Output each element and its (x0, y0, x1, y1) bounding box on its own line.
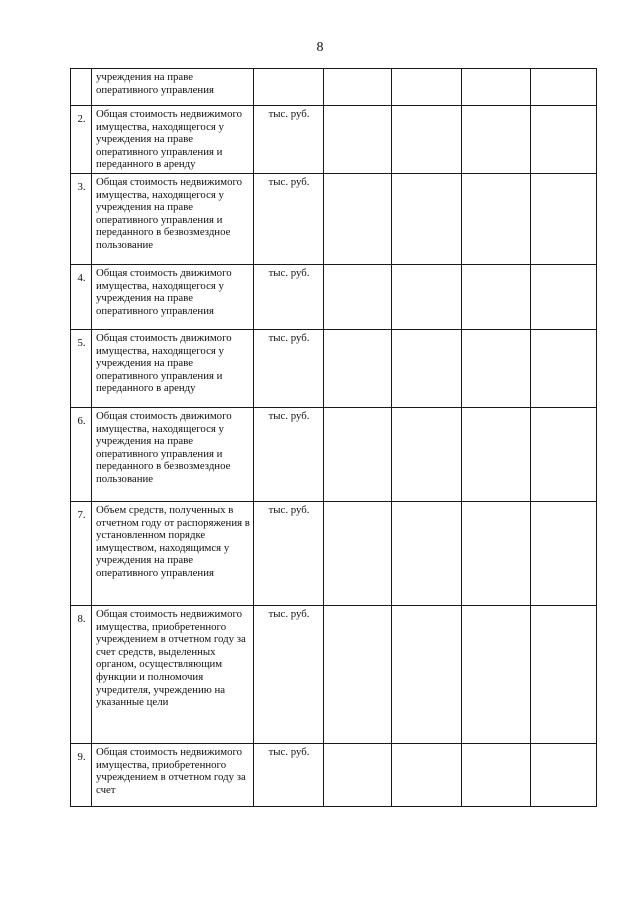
table-row (71, 69, 597, 106)
row-number: 2. (71, 106, 92, 174)
value-cell (531, 174, 597, 265)
table-row (71, 408, 597, 502)
table-row (71, 265, 597, 330)
row-number: 7. (71, 502, 92, 606)
value-cell (392, 106, 462, 174)
value-cell (324, 106, 392, 174)
table-row (71, 330, 597, 408)
row-number: 4. (71, 265, 92, 330)
indicator-name: Общая стоимость недвижимого имущества, находящегося у учреждения на праве оперативного управления и переданного в безвозмездное пользование (92, 174, 254, 265)
page-number: 8 (316, 40, 324, 55)
value-cell (462, 502, 531, 606)
report-table (70, 68, 597, 807)
value-cell (392, 69, 462, 106)
value-cell (462, 408, 531, 502)
indicator-name: Общая стоимость недвижимого имущества, приобретенного учреждением в отчетном году за счет средств, выделенных органом, осуществляющим функции и полномочия учредителя, учреждению на указанные цели (92, 606, 254, 744)
value-cell (531, 744, 597, 807)
unit-of-measure: тыс. руб. (254, 606, 324, 744)
unit-of-measure: тыс. руб. (254, 106, 324, 174)
table-row (71, 106, 597, 174)
value-cell (531, 606, 597, 744)
row-number (71, 69, 92, 106)
value-cell (324, 744, 392, 807)
report-table-body (71, 69, 597, 807)
value-cell (324, 502, 392, 606)
indicator-name: Общая стоимость движимого имущества, находящегося у учреждения на праве оперативного управления и переданного в безвозмездное пользование (92, 408, 254, 502)
value-cell (462, 744, 531, 807)
table-row (71, 502, 597, 606)
indicator-name: Объем средств, полученных в отчетном году от распоряжения в установленном порядке имуществом, находящимся у учреждения на праве оперативного управления (92, 502, 254, 606)
value-cell (392, 408, 462, 502)
row-number: 5. (71, 330, 92, 408)
value-cell (531, 330, 597, 408)
value-cell (531, 408, 597, 502)
row-number: 6. (71, 408, 92, 502)
value-cell (531, 69, 597, 106)
unit-of-measure: тыс. руб. (254, 744, 324, 807)
unit-of-measure (254, 69, 324, 106)
value-cell (324, 606, 392, 744)
value-cell (462, 174, 531, 265)
value-cell (392, 330, 462, 408)
value-cell (392, 502, 462, 606)
value-cell (462, 606, 531, 744)
row-number: 3. (71, 174, 92, 265)
row-number: 9. (71, 744, 92, 807)
value-cell (324, 174, 392, 265)
unit-of-measure: тыс. руб. (254, 502, 324, 606)
unit-of-measure: тыс. руб. (254, 174, 324, 265)
indicator-name: учреждения на праве оперативного управления (92, 69, 254, 106)
value-cell (392, 265, 462, 330)
value-cell (324, 408, 392, 502)
value-cell (392, 606, 462, 744)
value-cell (462, 330, 531, 408)
table-row (71, 606, 597, 744)
table-row (71, 174, 597, 265)
value-cell (531, 502, 597, 606)
value-cell (462, 69, 531, 106)
value-cell (392, 174, 462, 265)
value-cell (531, 265, 597, 330)
indicator-name: Общая стоимость недвижимого имущества, приобретенного учреждением в отчетном году за счет (92, 744, 254, 807)
indicator-name: Общая стоимость недвижимого имущества, находящегося у учреждения на праве оперативного управления и переданного в аренду (92, 106, 254, 174)
value-cell (462, 106, 531, 174)
value-cell (324, 265, 392, 330)
unit-of-measure: тыс. руб. (254, 265, 324, 330)
value-cell (324, 69, 392, 106)
value-cell (462, 265, 531, 330)
row-number: 8. (71, 606, 92, 744)
unit-of-measure: тыс. руб. (254, 408, 324, 502)
indicator-name: Общая стоимость движимого имущества, находящегося у учреждения на праве оперативного управления и переданного в аренду (92, 330, 254, 408)
value-cell (531, 106, 597, 174)
value-cell (324, 330, 392, 408)
unit-of-measure: тыс. руб. (254, 330, 324, 408)
value-cell (392, 744, 462, 807)
table-row (71, 744, 597, 807)
indicator-name: Общая стоимость движимого имущества, находящегося у учреждения на праве оперативного управления (92, 265, 254, 330)
